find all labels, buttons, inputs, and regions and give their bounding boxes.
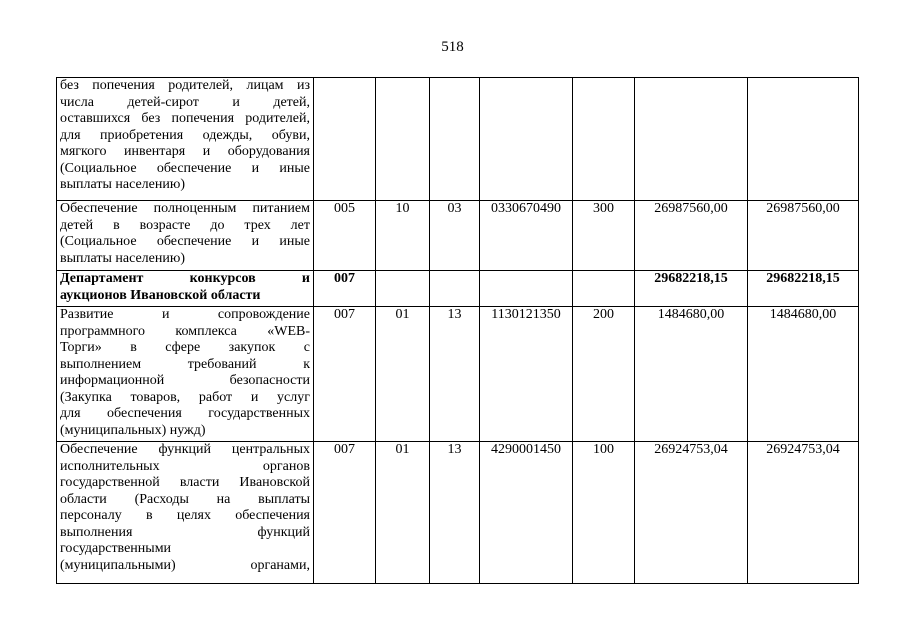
expense-name-line: (Закупка товаров, работ и услуг (60, 389, 310, 405)
expense-name-line: (муниципальных) нужд) (60, 422, 206, 438)
cell-ved-code: 007 (314, 307, 376, 442)
cell-section: 10 (376, 201, 430, 271)
expense-name-line: программного комплекса «WEB- (60, 323, 310, 339)
cell-expense-name (57, 271, 314, 307)
expense-name-line: Обеспечение функций центральных (60, 442, 310, 457)
budget-table (56, 77, 859, 584)
cell-expense-name (57, 442, 314, 584)
expense-name-line: (Социальное обеспечение и иные (60, 160, 310, 176)
cell-amount-1: 29682218,15 (635, 271, 748, 307)
expense-name-line: Развитие и сопровождение (60, 307, 310, 322)
table-body (57, 78, 859, 584)
cell-expense-type (573, 78, 635, 201)
cell-amount-1: 1484680,00 (635, 307, 748, 442)
expense-name-line: исполнительных органов (60, 458, 310, 474)
expense-name-line: информационной безопасности (60, 373, 310, 388)
expense-name-line: для приобретения одежды, обуви, (60, 127, 310, 143)
cell-ved-code (314, 78, 376, 201)
cell-expense-name (57, 78, 314, 201)
cell-amount-1: 26924753,04 (635, 442, 748, 584)
expense-name-line: Торги» в сфере закупок с (60, 340, 310, 355)
cell-expense-type (573, 271, 635, 307)
expense-name-line: (муниципальными) органами, (60, 557, 310, 573)
cell-amount-2: 29682218,15 (748, 271, 859, 307)
cell-subsection: 13 (430, 307, 480, 442)
table-row (57, 271, 859, 307)
expense-name-line: государственными (60, 541, 172, 556)
cell-subsection (430, 78, 480, 201)
cell-section: 01 (376, 307, 430, 442)
expense-name-line: мягкого инвентаря и оборудования (60, 144, 310, 159)
expense-name-line: (Социальное обеспечение и иные (60, 234, 310, 249)
cell-amount-1 (635, 78, 748, 201)
expense-name-line: выплаты населению) (60, 177, 185, 192)
cell-amount-2: 26924753,04 (748, 442, 859, 584)
expense-name-line: оставшихся без попечения родителей, (60, 111, 310, 126)
cell-amount-2: 26987560,00 (748, 201, 859, 271)
cell-target-article: 0330670490 (480, 201, 573, 271)
page-number: 518 (441, 39, 464, 55)
expense-name-line: Департамент конкурсов и (60, 271, 310, 286)
table-row (57, 307, 859, 442)
expense-name-line: для обеспечения государственных (60, 406, 310, 421)
cell-expense-name (57, 201, 314, 271)
table-row (57, 201, 859, 271)
cell-ved-code: 005 (314, 201, 376, 271)
expense-name-line: выплаты населению) (60, 250, 185, 266)
expense-name-line: области (Расходы на выплаты (60, 491, 310, 507)
expense-name-line: выполнением требований к (60, 356, 310, 372)
table-row (57, 442, 859, 584)
cell-expense-type: 300 (573, 201, 635, 271)
expense-name-line: персоналу в целях обеспечения (60, 508, 310, 523)
cell-subsection: 03 (430, 201, 480, 271)
cell-ved-code: 007 (314, 271, 376, 307)
cell-ved-code: 007 (314, 442, 376, 584)
cell-subsection (430, 271, 480, 307)
cell-section (376, 271, 430, 307)
expense-name-line: выполнения функций (60, 524, 310, 540)
cell-amount-2 (748, 78, 859, 201)
cell-target-article: 4290001450 (480, 442, 573, 584)
cell-amount-1: 26987560,00 (635, 201, 748, 271)
cell-expense-type: 200 (573, 307, 635, 442)
expense-name-line: Обеспечение полноценным питанием (60, 201, 310, 216)
cell-subsection: 13 (430, 442, 480, 584)
cell-expense-name (57, 307, 314, 442)
cell-target-article (480, 78, 573, 201)
expense-name-line: детей в возрасте до трех лет (60, 217, 310, 233)
expense-name-line: государственной власти Ивановской (60, 475, 310, 490)
cell-amount-2: 1484680,00 (748, 307, 859, 442)
cell-expense-type: 100 (573, 442, 635, 584)
expense-name-line: без попечения родителей, лицам из (60, 78, 310, 93)
cell-section (376, 78, 430, 201)
expense-name-line: числа детей-сирот и детей, (60, 94, 310, 110)
expense-name-line: аукционов Ивановской области (60, 287, 261, 303)
cell-section: 01 (376, 442, 430, 584)
cell-target-article: 1130121350 (480, 307, 573, 442)
cell-target-article (480, 271, 573, 307)
table-row (57, 78, 859, 201)
